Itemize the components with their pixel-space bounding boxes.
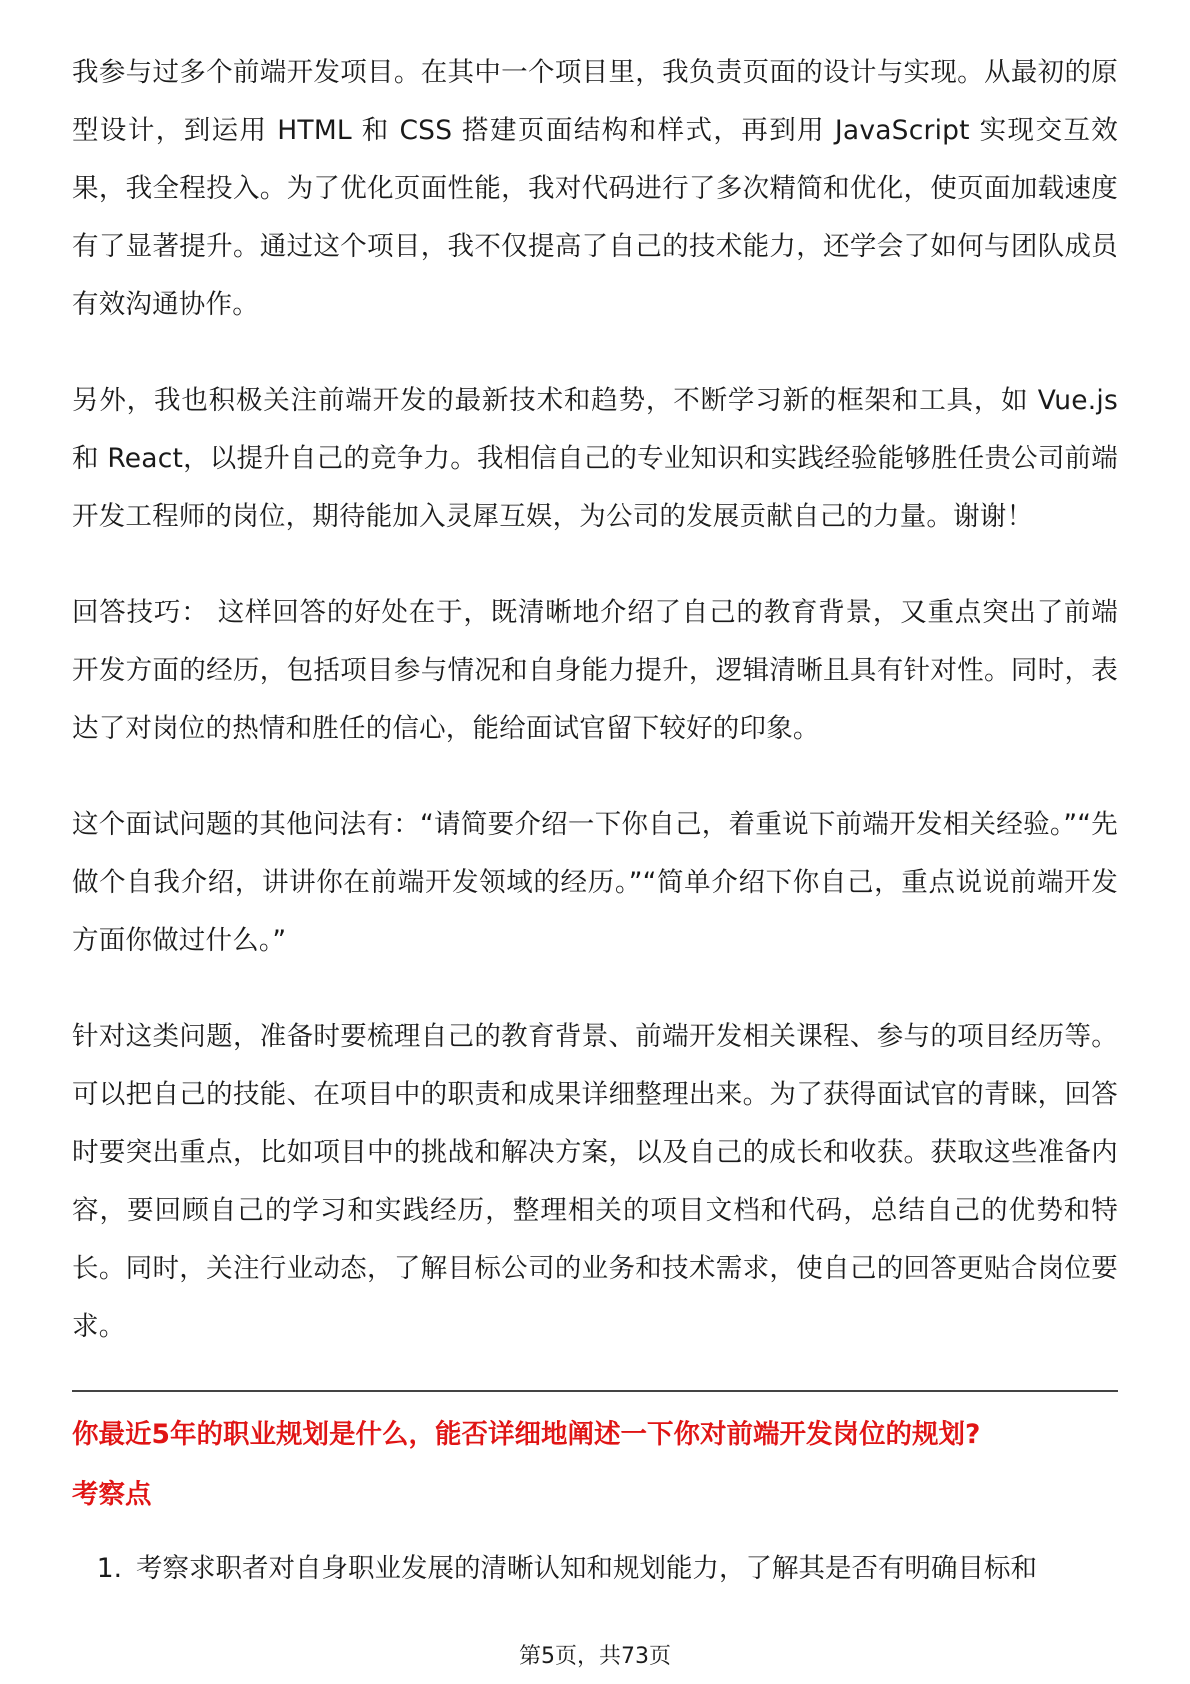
list-item-text: 考察求职者对自身职业发展的清晰认知和规划能力，了解其是否有明确目标和	[136, 1553, 1037, 1584]
question-subtitle: 考察点	[72, 1479, 152, 1510]
page-content	[72, 44, 1118, 1598]
paragraph-alternate-questions: 这个面试问题的其他问法有：“请简要介绍一下你自己，着重说下前端开发相关经验。”“先做个自我介绍，讲讲你在前端开发领域的经历。”“简单介绍下你自己，重点说说前端开发方面你做过什么。”	[72, 809, 1118, 956]
paragraph-project-experience: 我参与过多个前端开发项目。在其中一个项目里，我负责页面的设计与实现。从最初的原型设计，到运用 HTML 和 CSS 搭建页面结构和样式，再到用 JavaScript 实现交互效果，我全程投入。为了优化页面性能，我对代码进行了多次精简和优化，使页面加载速度有了显著提升。通过这个项目，我不仅提高了自己的技术能力，还学会了如何与团队成员有效沟通协作。	[72, 57, 1118, 320]
list-item	[72, 1540, 1118, 1598]
question-title: 你最近5年的职业规划是什么，能否详细地阐述一下你对前端开发岗位的规划?	[72, 1419, 981, 1450]
list-item-number: 1.	[96, 1553, 122, 1584]
section-divider	[72, 1390, 1118, 1392]
paragraph-answer-tips: 回答技巧： 这样回答的好处在于，既清晰地介绍了自己的教育背景，又重点突出了前端开发方面的经历，包括项目参与情况和自身能力提升，逻辑清晰且具有针对性。同时，表达了对岗位的热情和胜任的信心，能给面试官留下较好的印象。	[72, 597, 1118, 744]
paragraph-preparation-advice: 针对这类问题，准备时要梳理自己的教育背景、前端开发相关课程、参与的项目经历等。可以把自己的技能、在项目中的职责和成果详细整理出来。为了获得面试官的青睐，回答时要突出重点，比如项目中的挑战和解决方案，以及自己的成长和收获。获取这些准备内容，要回顾自己的学习和实践经历，整理相关的项目文档和代码，总结自己的优势和特长。同时，关注行业动态，了解目标公司的业务和技术需求，使自己的回答更贴合岗位要求。	[72, 1021, 1118, 1342]
paragraph-technology-interest: 另外，我也积极关注前端开发的最新技术和趋势，不断学习新的框架和工具，如 Vue.js 和 React，以提升自己的竞争力。我相信自己的专业知识和实践经验能够胜任贵公司前端开发工程师的岗位，期待能加入灵犀互娱，为公司的发展贡献自己的力量。谢谢！	[72, 385, 1118, 532]
page-number: 第5页，共73页	[519, 1644, 671, 1669]
assessment-list	[72, 1540, 1118, 1598]
